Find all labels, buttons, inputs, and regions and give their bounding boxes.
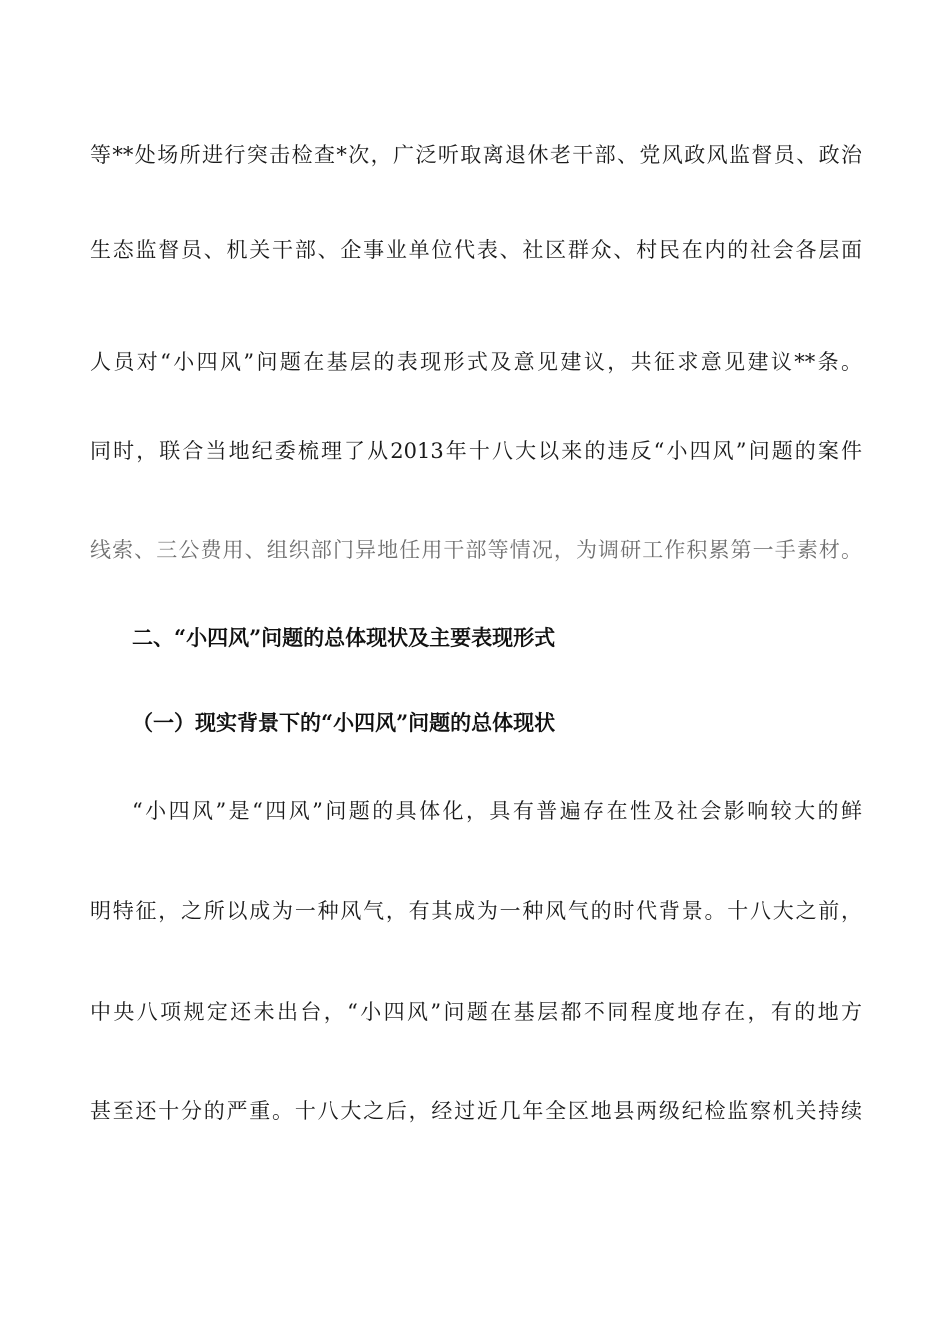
subsection-heading: （一）现实背景下的“小四风”问题的总体现状 <box>132 710 556 735</box>
paragraph2-line-1: “小四风”是“四风”问题的具体化，具有普遍存在性及社会影响较大的鲜 <box>132 799 862 823</box>
paragraph2-line-3: 中央八项规定还未出台，“小四风”问题在基层都不同程度地存在，有的地方 <box>90 1000 862 1024</box>
paragraph2-line-2: 明特征，之所以成为一种风气，有其成为一种风气的时代背景。十八大之前， <box>90 899 862 923</box>
paragraph1-line-4: 同时，联合当地纪委梳理了从2013年十八大以来的违反“小四风”问题的案件 <box>90 439 862 463</box>
paragraph1-line-2: 生态监督员、机关干部、企事业单位代表、社区群众、村民在内的社会各层面 <box>90 238 862 262</box>
section-heading: 二、“小四风”问题的总体现状及主要表现形式 <box>132 625 556 650</box>
paragraph1-line-1: 等**处场所进行突击检查*次，广泛听取离退休老干部、党风政风监督员、政治 <box>90 143 862 167</box>
paragraph1-line-3: 人员对“小四风”问题在基层的表现形式及意见建议，共征求意见建议**条。 <box>90 350 862 374</box>
paragraph1-line-5: 线索、三公费用、组织部门异地任用干部等情况，为调研工作积累第一手素材。 <box>90 538 862 562</box>
paragraph2-line-4: 甚至还十分的严重。十八大之后，经过近几年全区地县两级纪检监察机关持续 <box>90 1099 862 1123</box>
